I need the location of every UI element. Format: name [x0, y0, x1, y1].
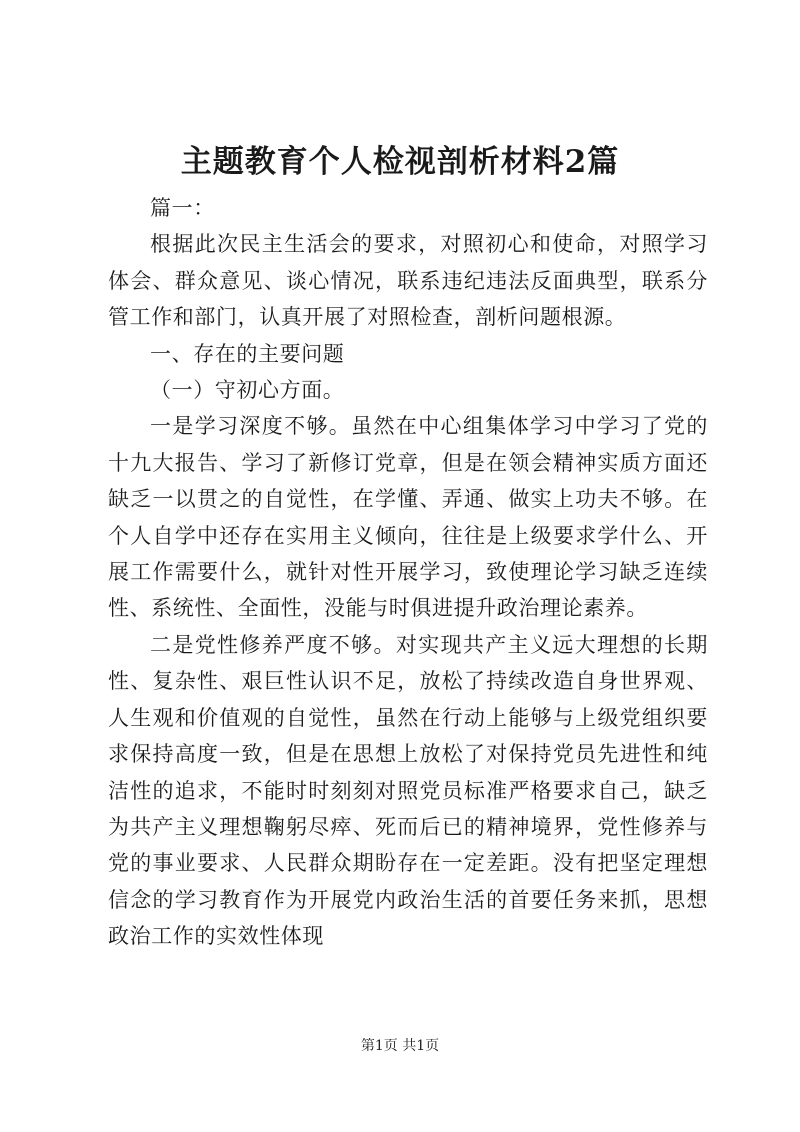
paragraph-section-label: 篇一： [150, 196, 215, 220]
document-body [108, 190, 708, 955]
heading-main-problems: 一、存在的主要问题 [150, 341, 345, 366]
subheading-initial-mission: （一）守初心方面。 [150, 378, 345, 403]
paragraph-study-depth: 一是学习深度不够。虽然在中心组集体学习中学习了党的十九大报告、学习了新修订党章，但是在领会精神实质方面还缺乏一以贯之的自觉性，在学懂、弄通、做实上功夫不够。在个人自学中还存在实用主义倾向，往往是上级要求学什么、开展工作需要什么，就针对性开展学习，致使理论学习缺乏连续性、系统性、全面性，没能与时俱进提升政治理论素养。 [108, 414, 708, 621]
paragraph-intro: 根据此次民主生活会的要求，对照初心和使命，对照学习体会、群众意见、谈心情况，联系违纪违法反面典型，联系分管工作和部门，认真开展了对照检查，剖析问题根源。 [108, 232, 708, 330]
document-title: 主题教育个人检视剖析材料2篇 [180, 144, 620, 180]
paragraph-party-cultivation: 二是党性修养严度不够。对实现共产主义远大理想的长期性、复杂性、艰巨性认识不足，放松了持续改造自身世界观、人生观和价值观的自觉性，虽然在行动上能够与上级党组织要求保持高度一致，但是在思想上放松了对保持党员先进性和纯洁性的追求，不能时时刻刻对照党员标准严格要求自己，缺乏为共产主义理想鞠躬尽瘁、死而后已的精神境界，党性修养与党的事业要求、人民群众期盼存在一定差距。没有把坚定理想信念的学习教育作为开展党内政治生活的首要任务来抓，思想政治工作的实效性体现 [108, 632, 708, 949]
page-footer: 第1页 共1页 [360, 1038, 440, 1054]
